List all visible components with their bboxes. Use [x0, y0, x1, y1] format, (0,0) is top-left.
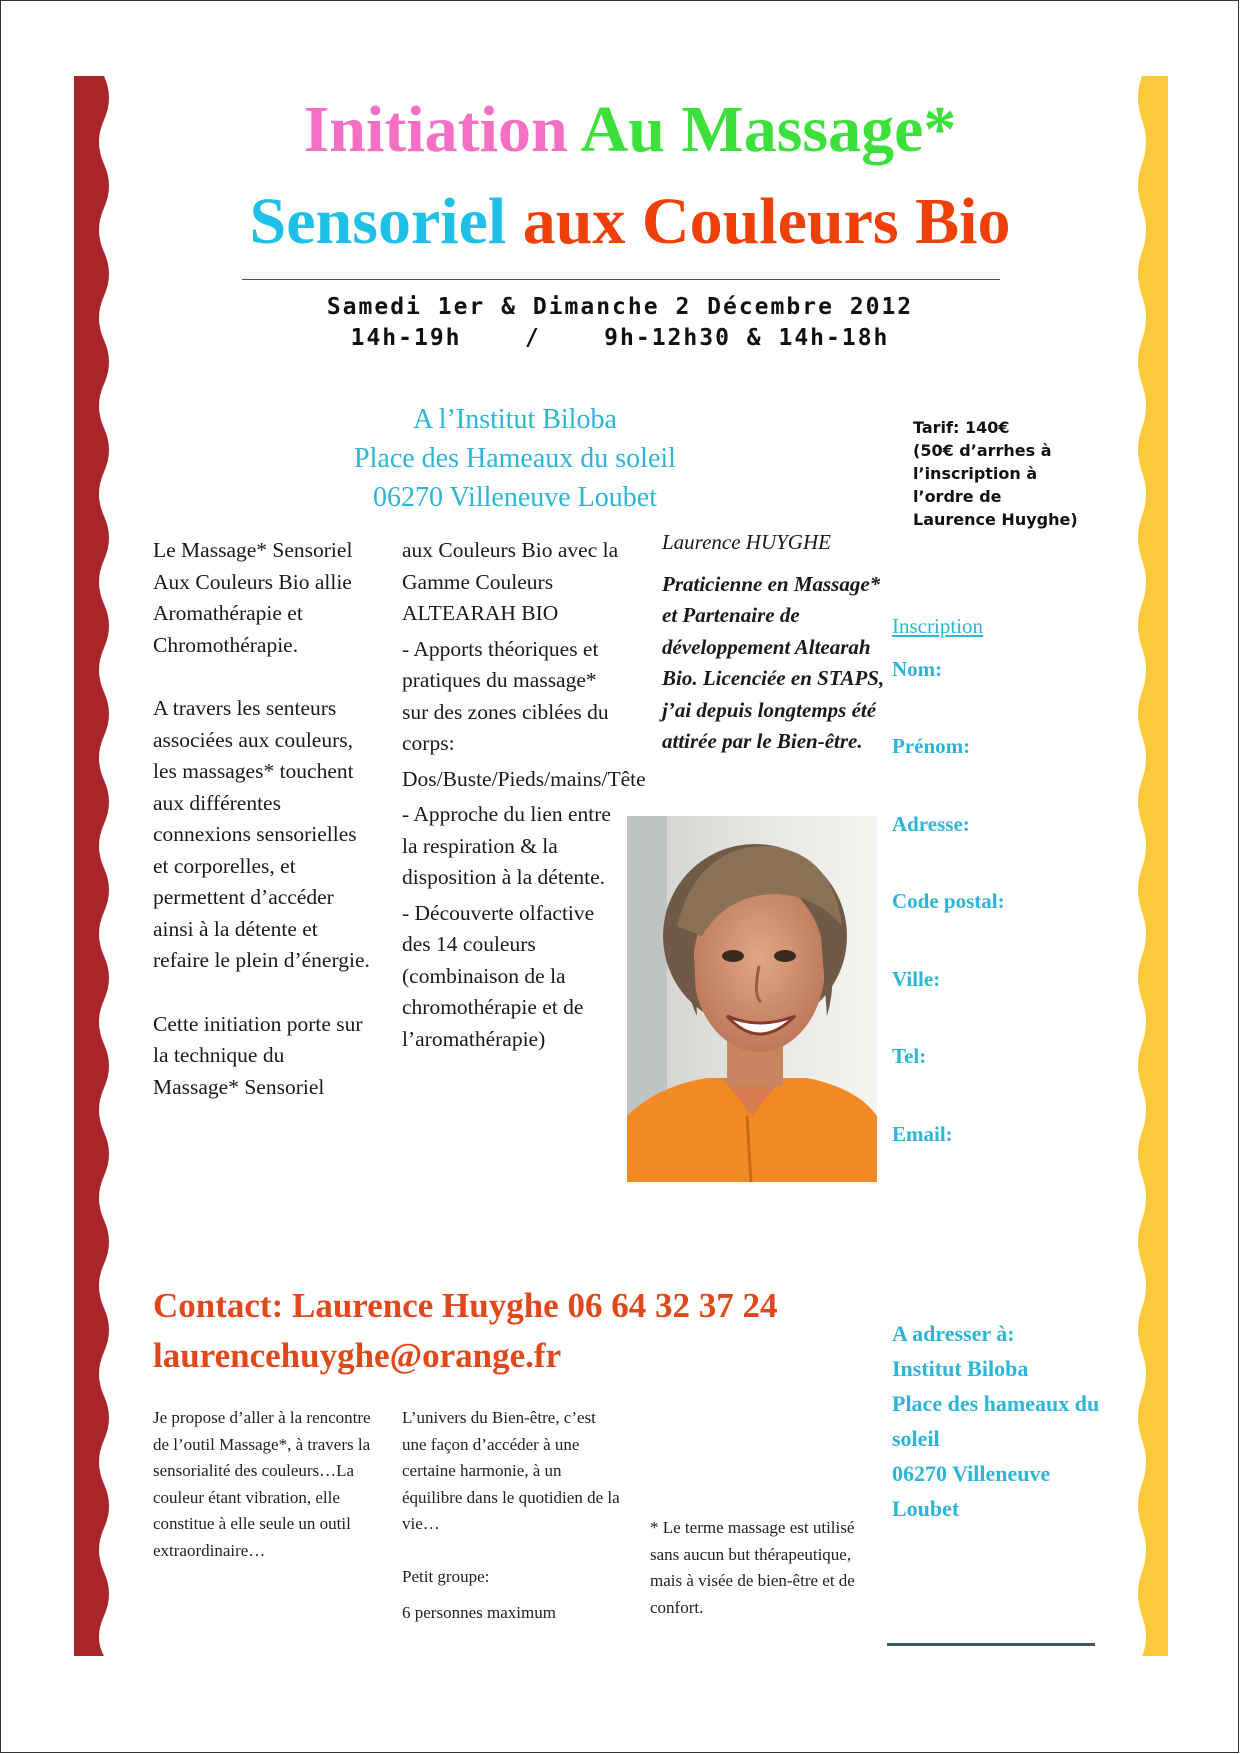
title-line-2 [130, 186, 1130, 258]
form-field-tel[interactable]: Tel: [892, 1044, 927, 1068]
venue-name: A l’Institut Biloba [413, 404, 617, 435]
practitioner-name: Laurence HUYGHE [662, 530, 831, 554]
address-line: 06270 Villeneuve Loubet [892, 1461, 1051, 1521]
deposit-line: (50€ d’arrhes à [913, 441, 1052, 460]
contact-email[interactable]: laurencehuyghe@orange.fr [153, 1336, 562, 1375]
left-color-bar [74, 76, 114, 1656]
footer-divider [887, 1643, 1095, 1646]
footer-footnote [650, 1515, 880, 1621]
event-dates: Samedi 1er & Dimanche 2 Décembre 2012 [326, 294, 914, 320]
deposit-line: l’inscription à [913, 464, 1038, 483]
title-word-couleurs-bio: aux Couleurs Bio [522, 185, 1011, 258]
practitioner-description: Praticienne en Massage* et Partenaire de développement Altearah Bio. Licenciée en STAPS, j’ai depuis longtemps été attirée par le Bien-être. [662, 571, 885, 753]
description-column-2 [402, 535, 646, 1055]
form-field-code-postal[interactable]: Code postal: [892, 889, 1005, 913]
event-hours: 14h-19h / 9h-12h30 & 14h-18h [350, 325, 890, 351]
group-size: 6 personnes maximum [402, 1603, 556, 1622]
right-color-bar [1134, 76, 1168, 1656]
paragraph: - Découverte olfactive des 14 couleurs (combinaison de la chromothérapie et de l’aromathérapie) [402, 900, 595, 1051]
form-field-adresse[interactable]: Adresse: [892, 812, 970, 836]
title-word-au-massage: Au Massage* [580, 93, 957, 166]
paragraph: aux Couleurs Bio avec la Gamme Couleurs ALTEARAH BIO [402, 538, 619, 625]
venue-street: Place des Hameaux du soleil [354, 443, 676, 474]
paragraph: Le Massage* Sensoriel Aux Couleurs Bio allie Aromathérapie et Chromothérapie. [153, 538, 353, 657]
address-line: Place des hameaux du soleil [892, 1391, 1100, 1451]
address-heading: A adresser à: [892, 1321, 1015, 1346]
venue-city: 06270 Villeneuve Loubet [373, 482, 657, 513]
title-divider [242, 279, 1000, 280]
paragraph: - Apports théoriques et pratiques du massage* sur des zones ciblées du corps: [402, 636, 609, 755]
deposit-line: Laurence Huyghe) [913, 510, 1078, 529]
form-field-prenom[interactable]: Prénom: [892, 734, 971, 758]
footer-column-1 [153, 1405, 375, 1564]
paragraph: L’univers du Bien-être, c’est une façon d’accéder à une certaine harmonie, à un équilibre dans le quotidien de la vie… [402, 1408, 620, 1533]
registration-heading[interactable]: Inscription [892, 614, 983, 638]
price-info [913, 416, 1113, 531]
footnote-text: * Le terme massage est utilisé sans aucun but thérapeutique, mais à visée de bien-être et de confort. [650, 1518, 855, 1617]
mailing-address [892, 1316, 1122, 1526]
paragraph: A travers les senteurs associées aux couleurs, les massages* touchent aux différentes connexions sensorielles et corporelles, et permettent d’accéder ainsi à la détente et refaire le plein d’énergie. [153, 696, 370, 972]
practitioner-bio [662, 527, 890, 758]
practitioner-photo [627, 816, 877, 1182]
title-line-1 [130, 94, 1130, 166]
paragraph: Cette initiation porte sur la technique du Massage* Sensoriel [153, 1011, 363, 1099]
price-line: Tarif: 140€ [913, 418, 1010, 437]
address-line: Institut Biloba [892, 1356, 1029, 1381]
form-field-nom[interactable]: Nom: [892, 657, 943, 681]
paragraph: Dos/Buste/Pieds/mains/Tête [402, 766, 646, 791]
contact-phone: Contact: Laurence Huyghe 06 64 32 37 24 [153, 1286, 778, 1325]
deposit-line: l’ordre de [913, 487, 1002, 506]
title-word-sensoriel: Sensoriel [249, 185, 507, 258]
paragraph: Je propose d’aller à la rencontre de l’outil Massage*, à travers la sensorialité des couleurs…La couleur étant vibration, elle constitue à elle seule un outil extraordinaire… [153, 1408, 371, 1560]
footer-column-2 [402, 1405, 624, 1627]
group-label: Petit groupe: [402, 1566, 490, 1586]
form-field-email[interactable]: Email: [892, 1122, 953, 1146]
title-word-initiation: Initiation [303, 93, 568, 166]
description-column-1 [153, 535, 375, 1103]
form-field-ville[interactable]: Ville: [892, 967, 941, 991]
paragraph: - Approche du lien entre la respiration & la disposition à la détente. [402, 802, 611, 889]
